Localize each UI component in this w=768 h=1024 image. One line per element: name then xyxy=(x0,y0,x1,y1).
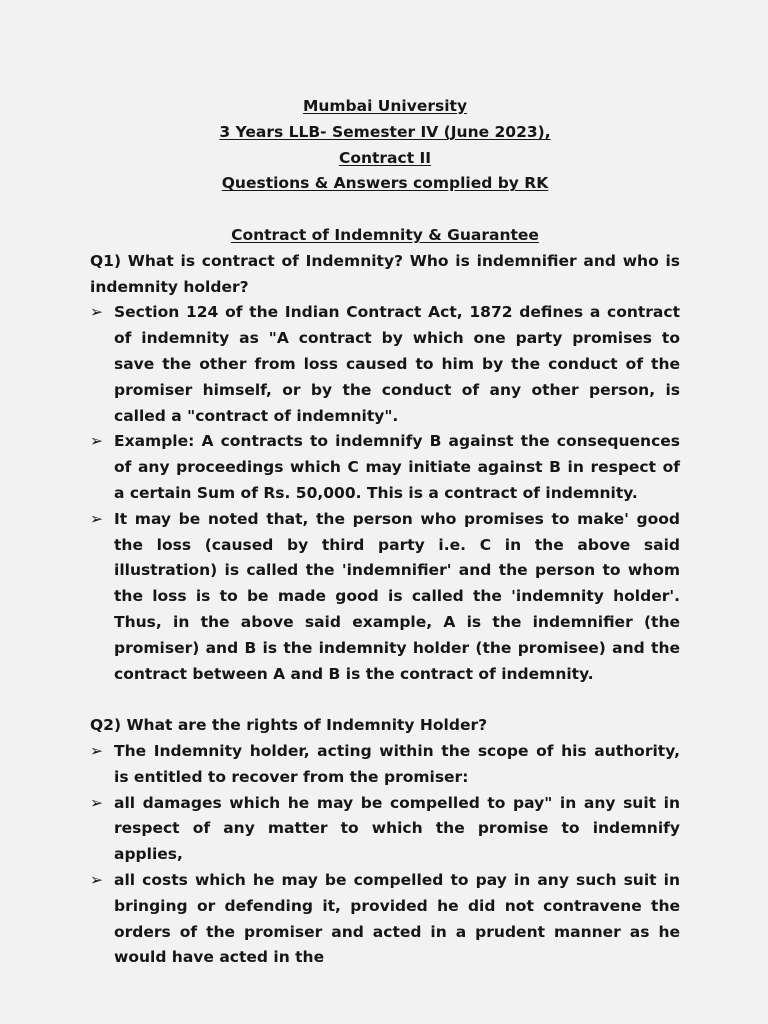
bullet-text: The Indemnity holder, acting within the scope of his authority, is entitled to recover from the promiser: xyxy=(114,741,680,786)
bullet-text: all costs which he may be compelled to pay in any such suit in bringing or defending it, provided he did not contravene the orders of the promiser and acted in a prudent manner as he would have acted in the xyxy=(114,870,680,967)
q2-bullet-costs xyxy=(90,868,680,971)
arrow-bullet-icon: ➢ xyxy=(90,432,103,451)
arrow-bullet-icon: ➢ xyxy=(90,741,103,760)
title-course: 3 Years LLB- Semester IV (June 2023), xyxy=(219,122,551,141)
question-1: Q1) What is contract of Indemnity? Who is indemnifier and who is indemnity holder? xyxy=(90,251,680,296)
q2-bullet-damages xyxy=(90,791,680,868)
bullet-text: Example: A contracts to indemnify B against the consequences of any proceedings which C may initiate against B in respect of a certain Sum of Rs. 50,000. This is a contract of indemnity. xyxy=(114,432,680,502)
spacer xyxy=(90,687,680,713)
q2-bullet-entitlement xyxy=(90,739,680,791)
q1-bullet-definition xyxy=(90,300,680,429)
spacer xyxy=(90,197,680,223)
question-2: Q2) What are the rights of Indemnity Holder? xyxy=(90,716,488,735)
bullet-text: It may be noted that, the person who promises to make' good the loss (caused by third party i.e. C in the above said illustration) is called the 'indemnifier' and the person to whom the loss is to be made good is called the 'indemnity holder'. Thus, in the above said example, A is the indemnifier (the promiser) and B is the indemnity holder (the promisee) and the contract between A and B is the contract of indemnity. xyxy=(114,509,680,683)
q1-bullet-explanation xyxy=(90,507,680,688)
arrow-bullet-icon: ➢ xyxy=(90,303,103,322)
document-content xyxy=(90,94,680,971)
arrow-bullet-icon: ➢ xyxy=(90,793,103,812)
arrow-bullet-icon: ➢ xyxy=(90,870,103,889)
title-compiler: Questions & Answers complied by RK xyxy=(221,174,549,193)
title-university: Mumbai University xyxy=(302,97,468,115)
arrow-bullet-icon: ➢ xyxy=(90,509,103,528)
title-subject: Contract II xyxy=(338,148,432,167)
q1-bullet-example xyxy=(90,429,680,506)
bullet-text: Section 124 of the Indian Contract Act, 1872 defines a contract of indemnity as "A contract by which one party promises to save the other from loss caused to him by the conduct of the promiser himself, or by the conduct of any other person, is called a "contract of indemnity". xyxy=(114,303,680,425)
bullet-text: all damages which he may be compelled to pay" in any suit in respect of any matter to which the promise to indemnify applies, xyxy=(114,793,680,864)
section-title: Contract of Indemnity & Guarantee xyxy=(231,225,539,244)
